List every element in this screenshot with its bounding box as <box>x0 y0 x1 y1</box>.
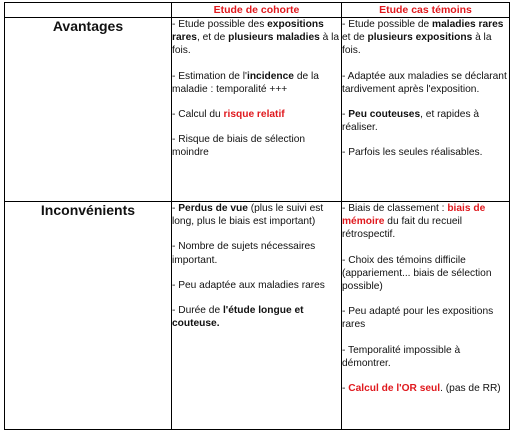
bold-text: Perdus de vue <box>178 203 248 214</box>
item-text: (plus le suivi est long, plus le biais est important) <box>172 203 324 228</box>
item-text: - Estimation de l' <box>172 70 247 82</box>
list-item <box>172 304 341 330</box>
cell-avantages-temoins <box>342 18 510 202</box>
list-item <box>342 305 509 331</box>
comparison-table <box>4 2 510 430</box>
item-text: et de <box>342 32 368 44</box>
list-item <box>342 18 509 58</box>
item-text: - Adaptée aux maladies se déclarant tardivement après l'exposition. <box>342 70 507 95</box>
bold-text: incidence <box>246 70 294 82</box>
list-item <box>172 108 341 121</box>
cell-avantages-cohorte <box>172 18 342 202</box>
item-text: - Risque de biais de sélection moindre <box>172 134 306 159</box>
bold-text: maladies rares <box>432 19 504 30</box>
item-text: , et rapides à réaliser. <box>342 109 480 134</box>
item-text: - Choix des témoins difficile (appariement... biais de sélection possible) <box>342 254 492 293</box>
item-text: à la fois. <box>172 32 340 57</box>
header-empty-cell <box>5 3 172 18</box>
item-text: - Peu adaptée aux maladies rares <box>172 279 325 291</box>
item-text: - <box>342 383 349 395</box>
list-item <box>172 18 341 58</box>
list-item <box>342 108 509 134</box>
highlight-text: Calcul de l'OR seul <box>348 383 441 395</box>
item-text: - Etude possible de <box>342 19 433 30</box>
header-cohorte: Etude de cohorte <box>172 3 342 18</box>
item-text: - Biais de classement : <box>342 203 448 214</box>
row-avantages <box>5 18 510 202</box>
bold-text: expositions rares <box>172 19 324 44</box>
list-item <box>172 133 341 159</box>
item-text: - Nombre de sujets nécessaires important. <box>172 241 316 266</box>
bold-text: plusieurs expositions <box>367 32 473 44</box>
item-text: - Temporalité impossible à démontrer. <box>342 344 461 369</box>
item-text: , et de <box>196 32 229 44</box>
list-item <box>172 202 341 228</box>
item-text: - <box>172 203 179 214</box>
item-text: - Calcul du <box>172 109 224 121</box>
list-item <box>342 70 509 96</box>
item-text: . (pas de RR) <box>440 383 501 395</box>
item-text: de la maladie : temporalité +++ <box>172 70 319 95</box>
header-cas-temoins: Etude cas témoins <box>342 3 510 18</box>
list-item <box>342 254 509 294</box>
list-item <box>172 70 341 96</box>
item-text: - Peu adapté pour les expositions rares <box>342 306 494 331</box>
list-item <box>342 382 509 395</box>
list-item <box>342 202 509 242</box>
list-item <box>172 279 341 292</box>
cell-inconvenients-cohorte <box>172 202 342 430</box>
row-label-avantages: Avantages <box>5 18 172 202</box>
item-text: - Durée de <box>172 305 223 317</box>
highlight-text: risque relatif <box>223 109 285 121</box>
list-item <box>342 344 509 370</box>
item-text: - <box>342 109 349 121</box>
bold-text: l'étude longue et couteuse. <box>172 305 304 330</box>
list-item <box>342 146 509 159</box>
header-row <box>5 3 510 18</box>
row-label-inconvenients: Inconvénients <box>5 202 172 430</box>
bold-text: plusieurs maladies <box>228 32 320 44</box>
bold-text: Peu couteuses <box>348 109 421 121</box>
item-text: à la fois. <box>342 32 492 57</box>
row-inconvenients <box>5 202 510 430</box>
highlight-text: biais de mémoire <box>342 203 486 228</box>
cell-inconvenients-temoins <box>342 202 510 430</box>
list-item <box>172 240 341 266</box>
item-text: - Etude possible des <box>172 19 268 30</box>
item-text: - Parfois les seules réalisables. <box>342 147 483 159</box>
item-text: du fait du recueil rétrospectif. <box>342 216 463 241</box>
